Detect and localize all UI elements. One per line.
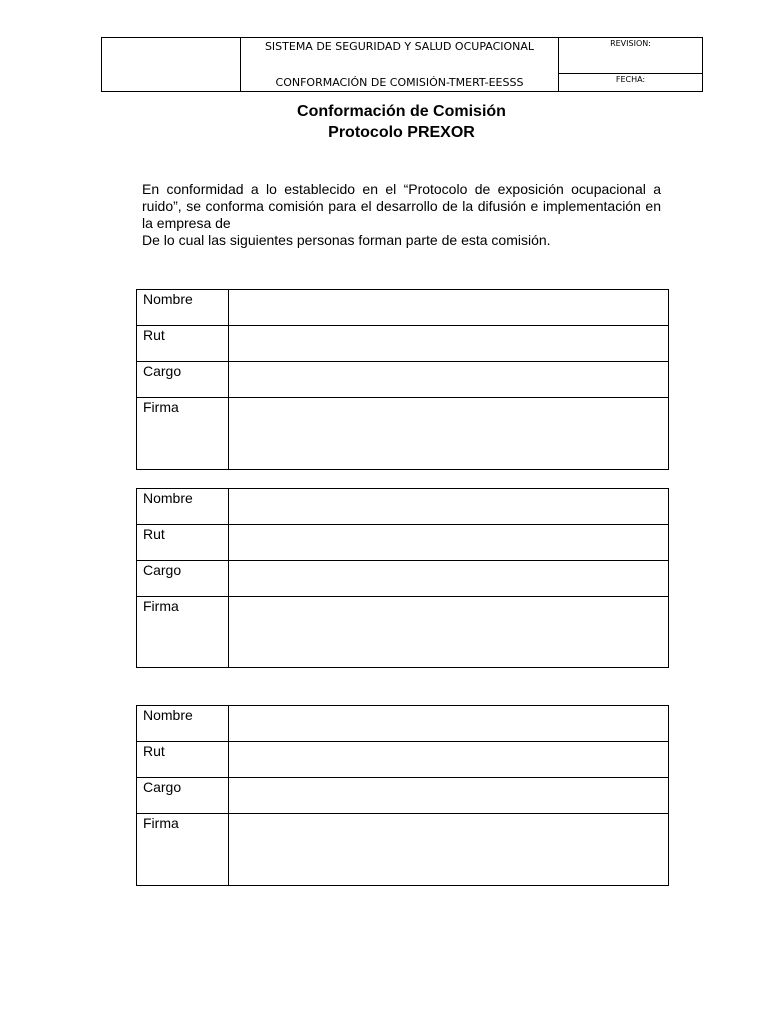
name-field[interactable]: [229, 489, 669, 525]
rut-field[interactable]: [229, 326, 669, 362]
signature-field[interactable]: [229, 597, 669, 668]
name-label: Nombre: [137, 489, 229, 525]
name-field[interactable]: [229, 290, 669, 326]
date-cell: [559, 74, 703, 92]
intro-paragraph: En conformidad a lo establecido en el “Protocolo de exposición ocupacional a ruido”, se conforma comisión para el desarrollo de la difusión e implementación en la empresa de: [142, 181, 661, 231]
name-label: Nombre: [137, 290, 229, 326]
name-field[interactable]: [229, 706, 669, 742]
revision-label: REVISION:: [610, 39, 651, 48]
position-label: Cargo: [137, 561, 229, 597]
page-title: Conformación de Comisión: [297, 103, 506, 120]
rut-label: Rut: [137, 742, 229, 778]
intro-text: [142, 181, 661, 249]
system-name: SISTEMA DE SEGURIDAD Y SALUD OCUPACIONAL: [264, 40, 535, 53]
signature-label: Firma: [137, 814, 229, 886]
signature-label: Firma: [137, 398, 229, 470]
header-title-cell: [241, 38, 559, 92]
position-field[interactable]: [229, 362, 669, 398]
position-label: Cargo: [137, 778, 229, 814]
date-label: FECHA:: [615, 75, 646, 84]
member-form-2: [136, 488, 669, 668]
logo-cell: [102, 38, 241, 92]
revision-cell: [559, 38, 703, 74]
rut-field[interactable]: [229, 742, 669, 778]
position-field[interactable]: [229, 561, 669, 597]
signature-field[interactable]: [229, 814, 669, 886]
document-header: [101, 37, 703, 92]
name-label: Nombre: [137, 706, 229, 742]
member-form-1: [136, 289, 669, 470]
position-field[interactable]: [229, 778, 669, 814]
page-subtitle: Protocolo PREXOR: [328, 124, 475, 141]
position-label: Cargo: [137, 362, 229, 398]
member-form-3: [136, 705, 669, 886]
rut-field[interactable]: [229, 525, 669, 561]
document-name: CONFORMACIÓN DE COMISIÓN-TMERT-EESSS: [275, 76, 524, 89]
signature-field[interactable]: [229, 398, 669, 470]
rut-label: Rut: [137, 326, 229, 362]
signature-label: Firma: [137, 597, 229, 668]
intro-paragraph-2: De lo cual las siguientes personas forman parte de esta comisión.: [142, 232, 551, 248]
rut-label: Rut: [137, 525, 229, 561]
